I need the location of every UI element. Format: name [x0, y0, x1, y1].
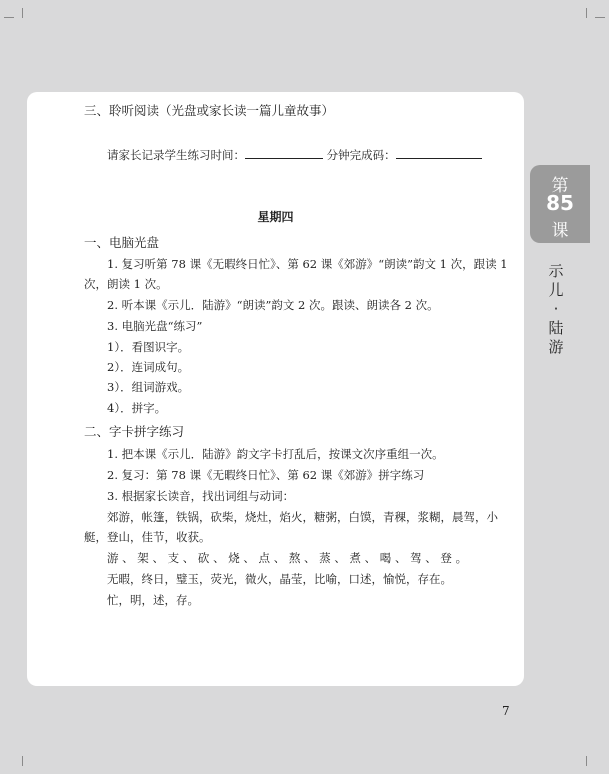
part1-line: 4）．拼字。	[107, 401, 167, 415]
part1-line: 次，朗读 1 次。	[84, 277, 168, 291]
part2-line: 1. 把本课《示儿．陆游》韵文字卡打乱后，按课文次序重组一次。	[107, 447, 444, 461]
part2-line: 无暇，终日，璧玉，荧光，微火，晶莹，比喻，口述，愉悦，存在。	[107, 572, 452, 586]
lesson-tab	[530, 165, 590, 243]
crop-mark-top-right-h	[595, 17, 605, 28]
lesson-tab-prefix: 第	[551, 176, 569, 196]
side-title-char: 游	[548, 338, 564, 356]
part2-line: 2. 复习：第 78 课《无暇终日忙》、第 62 课《郊游》拼字练习	[107, 468, 425, 482]
content-card	[27, 92, 524, 686]
record-mid: 分钟完成码：	[326, 148, 396, 162]
crop-mark-top-left-h	[4, 17, 14, 28]
time-blank[interactable]	[245, 146, 323, 159]
record-prefix: 请家长记录学生练习时间：	[107, 148, 245, 162]
practice-time-record	[107, 146, 482, 163]
part1-line: 3. 电脑光盘“练习”	[107, 319, 203, 333]
part2-line: 郊游，帐篷，铁锅，砍柴，烧灶，焰火，糖粥，白馍，青稞，浆糊，晨驾，小	[107, 510, 498, 524]
part2-line: 游 、 架 、 支 、 砍 、 烧 、 点 、 熬 、 蒸 、 煮 、 喝 、 驾 、 登 。	[107, 551, 468, 565]
lesson-side-title	[545, 262, 567, 357]
side-title-char: 陆	[548, 319, 564, 337]
lesson-number: 85	[546, 191, 574, 215]
crop-mark-bottom-right	[586, 756, 597, 766]
side-title-char: ·	[553, 300, 559, 318]
side-title-char: 儿	[548, 281, 564, 299]
part2-line: 忙，明，述，存。	[107, 593, 199, 607]
crop-mark-bottom-left	[12, 756, 23, 766]
part1-line: 2. 听本课《示儿．陆游》“朗读”韵文 2 次。跟读、朗读各 2 次。	[107, 298, 439, 312]
page-number: 7	[502, 704, 510, 718]
part2-line: 艇，登山，佳节，收获。	[84, 530, 211, 544]
lesson-tab-suffix: 课	[551, 221, 569, 241]
day-title: 星期四	[257, 210, 294, 224]
part1-line: 2）．连词成句。	[107, 360, 190, 374]
code-blank[interactable]	[396, 146, 482, 159]
part1-line: 1. 复习听第 78 课《无暇终日忙》、第 62 课《郊游》“朗读”韵文 1 次，跟读 1	[107, 257, 508, 271]
section3-heading: 三、聆听阅读（光盘或家长读一篇儿童故事）	[84, 103, 335, 118]
side-title-char: 示	[548, 262, 564, 280]
part2-line: 3. 根据家长读音，找出词组与动词：	[107, 489, 295, 503]
part1-line: 1）．看图识字。	[107, 340, 190, 354]
part2-heading: 二、字卡拼字练习	[84, 424, 185, 439]
part1-heading: 一、电脑光盘	[84, 235, 160, 250]
part1-line: 3）．组词游戏。	[107, 380, 190, 394]
